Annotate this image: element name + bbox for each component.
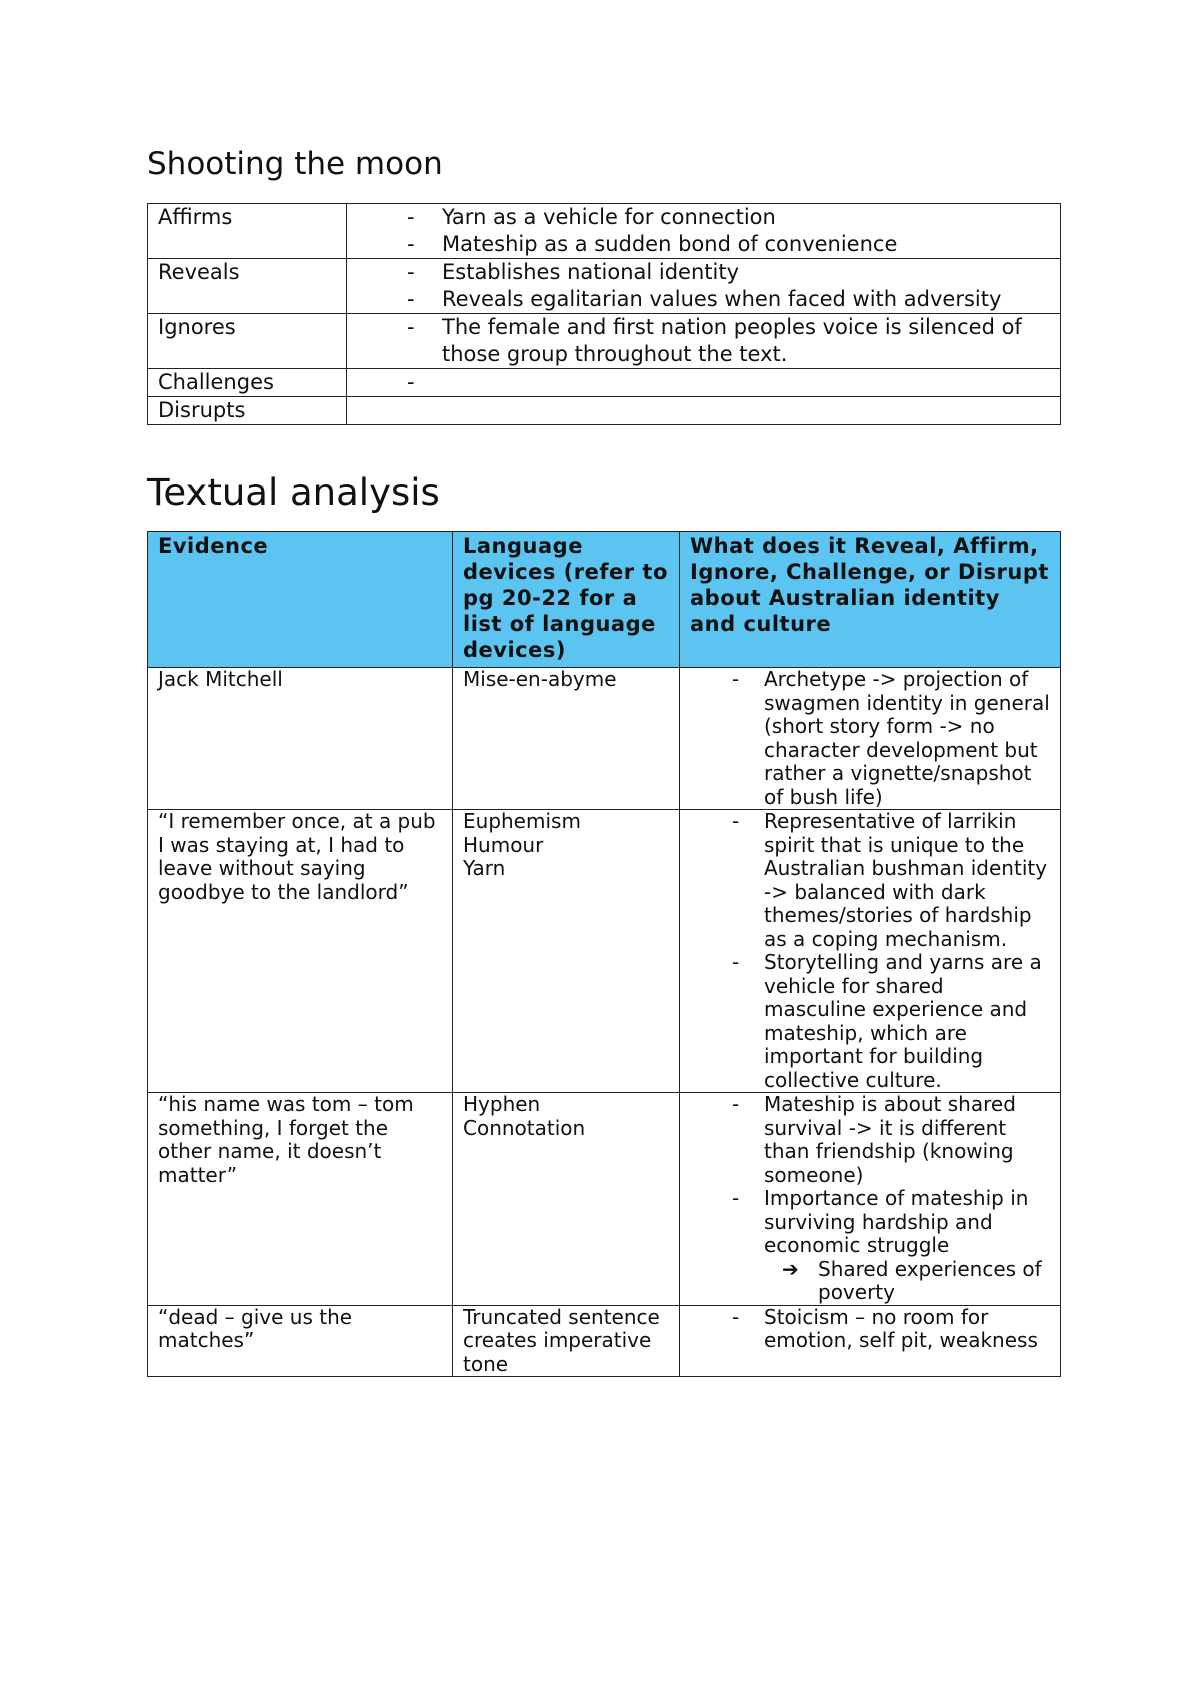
page-title: Shooting the moon (147, 146, 443, 182)
table-row (148, 204, 1061, 259)
summary-table (147, 203, 1061, 425)
list-item: - Reveals egalitarian values when faced with adversity (357, 286, 1050, 313)
table-row (148, 397, 1061, 425)
table-row (148, 1093, 1061, 1306)
table-row (148, 810, 1061, 1093)
row-points (347, 397, 1061, 425)
list-item (690, 1187, 1050, 1305)
device-item: Mise-en-abyme (463, 667, 617, 691)
analysis-table (147, 531, 1061, 1377)
devices-cell (453, 810, 680, 1093)
row-points (347, 259, 1061, 314)
list-item: - Storytelling and yarns are a vehicle for shared masculine experience and mateship, which are important for building collective culture. (690, 951, 1050, 1092)
device-item: Yarn (463, 856, 506, 880)
header-row (148, 532, 1061, 668)
list-item: - Stoicism – no room for emotion, self pit, weakness (690, 1306, 1050, 1353)
evidence-cell: “his name was tom – tom something, I forget the other name, it doesn’t matter” (148, 1093, 453, 1306)
row-points (347, 204, 1061, 259)
list-item: - Mateship is about shared survival -> it is different than friendship (knowing someone) (690, 1093, 1050, 1187)
device-item: Truncated sentence creates imperative tone (463, 1304, 660, 1376)
evidence-cell: “dead – give us the matches” (148, 1305, 453, 1377)
list-item-text: Importance of mateship in surviving hardship and economic struggle (764, 1186, 1029, 1257)
list-item: - Yarn as a vehicle for connection (357, 204, 1050, 231)
arrow-right-icon: ➔ (782, 1256, 799, 1281)
meaning-cell (680, 810, 1061, 1093)
row-label: Ignores (148, 314, 347, 369)
row-label: Affirms (148, 204, 347, 259)
devices-cell (453, 668, 680, 810)
devices-cell (453, 1093, 680, 1306)
column-header-evidence: Evidence (148, 532, 453, 668)
table-row (148, 668, 1061, 810)
column-header-meaning: What does it Reveal, Affirm, Ignore, Challenge, or Disrupt about Australian identity and culture (680, 532, 1061, 668)
list-item: - Representative of larrikin spirit that is unique to the Australian bushman identity -> balanced with dark themes/stories of hardship as a coping mechanism. (690, 810, 1050, 951)
row-label: Challenges (148, 369, 347, 397)
devices-cell (453, 1305, 680, 1377)
row-points (347, 314, 1061, 369)
row-label: Disrupts (148, 397, 347, 425)
list-item: - Archetype -> projection of swagmen identity in general (short story form -> no character development but rather a vignette/snapshot of bush life) (690, 668, 1050, 809)
table-row (148, 259, 1061, 314)
evidence-cell: “I remember once, at a pub I was staying at, I had to leave without saying goodbye to the landlord” (148, 810, 453, 1093)
device-item: Humour (463, 832, 544, 857)
device-item: Hyphen (463, 1092, 541, 1116)
row-points (347, 369, 1061, 397)
table-row (148, 369, 1061, 397)
meaning-cell (680, 1093, 1061, 1306)
device-item: Euphemism (463, 809, 581, 833)
table-row (148, 1305, 1061, 1377)
table-row (148, 314, 1061, 369)
sub-list-item (764, 1258, 1050, 1305)
list-item: - The female and first nation peoples voice is silenced of those group throughout the text. (357, 314, 1050, 368)
list-item: - Mateship as a sudden bond of convenience (357, 231, 1050, 258)
section-title: Textual analysis (147, 471, 440, 514)
list-item: - Establishes national identity (357, 259, 1050, 286)
meaning-cell (680, 1305, 1061, 1377)
sub-list-item-text: Shared experiences of poverty (818, 1256, 1042, 1304)
evidence-cell: Jack Mitchell (148, 668, 453, 810)
row-label: Reveals (148, 259, 347, 314)
meaning-cell (680, 668, 1061, 810)
device-item: Connotation (463, 1115, 586, 1140)
column-header-devices: Language devices (refer to pg 20-22 for a list of language devices) (453, 532, 680, 668)
list-item (357, 369, 1050, 396)
